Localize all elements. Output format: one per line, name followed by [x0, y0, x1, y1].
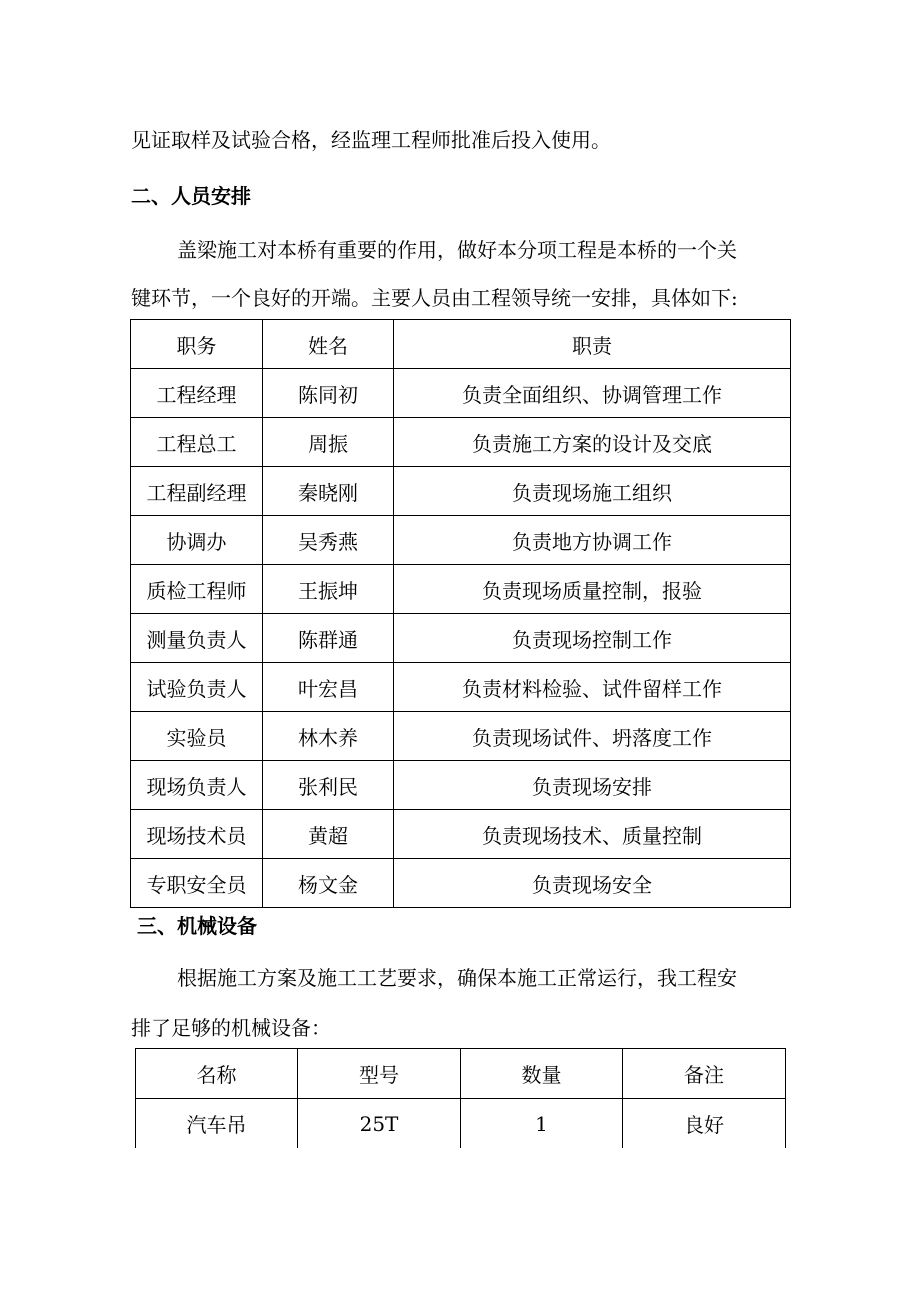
name-cell: 叶宏昌 — [263, 663, 394, 712]
position-cell: 专职安全员 — [131, 859, 263, 908]
table-header-row — [136, 1049, 786, 1099]
name-cell: 陈群通 — [263, 614, 394, 663]
section-2-heading: 二、人员安排 — [131, 184, 251, 208]
table-header-row — [131, 320, 791, 369]
position-cell: 协调办 — [131, 516, 263, 565]
name-cell: 秦晓刚 — [263, 467, 394, 516]
table-row — [131, 761, 791, 810]
duty-cell: 负责地方协调工作 — [394, 516, 791, 565]
duty-cell: 负责现场技术、质量控制 — [394, 810, 791, 859]
equipment-table — [135, 1048, 786, 1148]
name-cell: 杨文金 — [263, 859, 394, 908]
remark-cell: 良好 — [623, 1099, 786, 1149]
name-cell: 王振坤 — [263, 565, 394, 614]
table-row — [131, 712, 791, 761]
header-cell-remark: 备注 — [623, 1049, 786, 1099]
duty-cell: 负责材料检验、试件留样工作 — [394, 663, 791, 712]
duty-cell: 负责现场试件、坍落度工作 — [394, 712, 791, 761]
model-cell: 25T — [298, 1099, 461, 1149]
position-cell: 现场负责人 — [131, 761, 263, 810]
name-cell: 林木养 — [263, 712, 394, 761]
table-row — [131, 516, 791, 565]
intro-tail-text: 见证取样及试验合格，经监理工程师批准后投入使用。 — [131, 128, 611, 152]
duty-cell: 负责现场施工组织 — [394, 467, 791, 516]
name-cell: 张利民 — [263, 761, 394, 810]
header-cell-model: 型号 — [298, 1049, 461, 1099]
position-cell: 实验员 — [131, 712, 263, 761]
duty-cell: 负责现场质量控制，报验 — [394, 565, 791, 614]
section-2-paragraph-line-2: 键环节，一个良好的开端。主要人员由工程领导统一安排，具体如下: — [131, 286, 738, 310]
section-2-paragraph-line-1: 盖梁施工对本桥有重要的作用，做好本分项工程是本桥的一个关 — [177, 238, 737, 262]
name-cell: 黄超 — [263, 810, 394, 859]
section-3-paragraph-line-1: 根据施工方案及施工工艺要求，确保本施工正常运行，我工程安 — [177, 966, 737, 990]
header-cell-position: 职务 — [131, 320, 263, 369]
table-row — [131, 663, 791, 712]
table-row — [131, 369, 791, 418]
position-cell: 现场技术员 — [131, 810, 263, 859]
quantity-cell: 1 — [461, 1099, 623, 1149]
header-cell-equipment-name: 名称 — [136, 1049, 298, 1099]
duty-cell: 负责全面组织、协调管理工作 — [394, 369, 791, 418]
section-3-paragraph-line-2: 排了足够的机械设备： — [131, 1016, 331, 1040]
duty-cell: 负责现场安全 — [394, 859, 791, 908]
header-cell-duty: 职责 — [394, 320, 791, 369]
name-cell: 周振 — [263, 418, 394, 467]
position-cell: 工程总工 — [131, 418, 263, 467]
staff-table — [130, 319, 791, 908]
table-row — [131, 614, 791, 663]
position-cell: 工程经理 — [131, 369, 263, 418]
table-row — [131, 467, 791, 516]
table-row — [131, 565, 791, 614]
duty-cell: 负责现场安排 — [394, 761, 791, 810]
table-row — [131, 810, 791, 859]
header-cell-name: 姓名 — [263, 320, 394, 369]
equipment-name-cell: 汽车吊 — [136, 1099, 298, 1149]
table-row — [136, 1099, 786, 1149]
table-row — [131, 418, 791, 467]
name-cell: 陈同初 — [263, 369, 394, 418]
table-row — [131, 859, 791, 908]
name-cell: 吴秀燕 — [263, 516, 394, 565]
header-cell-quantity: 数量 — [461, 1049, 623, 1099]
duty-cell: 负责施工方案的设计及交底 — [394, 418, 791, 467]
position-cell: 试验负责人 — [131, 663, 263, 712]
duty-cell: 负责现场控制工作 — [394, 614, 791, 663]
position-cell: 测量负责人 — [131, 614, 263, 663]
section-3-heading: 三、机械设备 — [137, 914, 257, 938]
position-cell: 工程副经理 — [131, 467, 263, 516]
position-cell: 质检工程师 — [131, 565, 263, 614]
